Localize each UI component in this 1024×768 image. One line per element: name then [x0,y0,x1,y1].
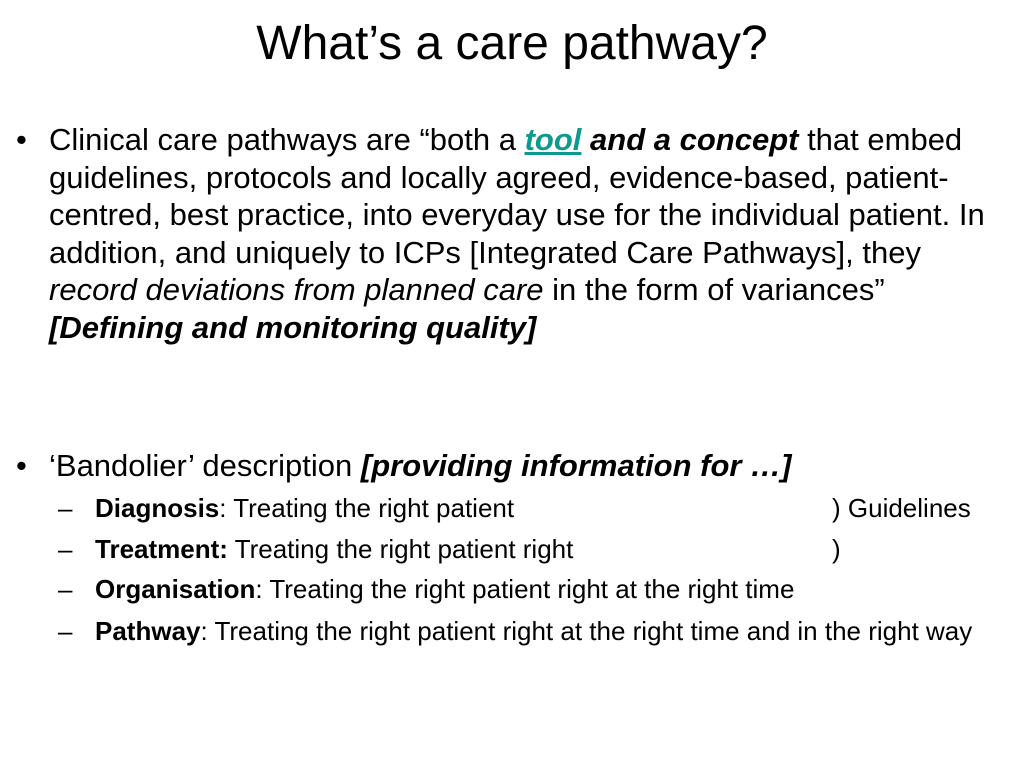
slide-title: What’s a care pathway? [256,17,768,70]
bullet-marker: • [16,448,27,483]
sub-item-text [95,493,1018,523]
sub-item-label: Diagnosis [95,493,220,523]
sub-marker: – [58,574,73,604]
sub-item-text [95,574,1018,604]
sub-item-organisation [58,574,1018,604]
text-segment: in the form of variances” [543,272,885,307]
sub-item-label: Organisation [95,574,256,604]
guidelines-bracket: ) [832,534,841,564]
emphasis-deviations: record deviations from planned care [49,272,544,307]
guidelines-bracket: ) Guidelines [832,493,971,523]
text-segment [581,122,590,157]
sub-marker: – [58,616,73,646]
sub-item-description: : Treating the right patient right at the right time [255,574,795,604]
bullet-text [49,121,1016,346]
bullet-text [49,447,1016,485]
sub-item-pathway [58,616,1018,646]
sub-item-description: : Treating the right patient [219,493,515,523]
tool-link[interactable]: tool [524,122,582,157]
citation-providing-information: [providing information for …] [360,448,792,483]
sub-item-text [95,534,1018,564]
text-segment: that embed guidelines, protocols and locally agreed, evidence-based, patient-centred, best practice, into everyday use for the individual patient. In addition, and uniquely to ICPs [Integrated Care Pathways], they [49,122,985,270]
sub-item-description: : Treating the right patient right at the right time and in the right way [200,616,973,646]
emphasis-concept: and a concept [590,122,799,157]
text-segment: Clinical care pathways are “both a [49,122,525,157]
bullet-bandolier [16,447,1016,485]
text-segment: ‘Bandolier’ description [49,448,361,483]
sub-marker: – [58,534,73,564]
sub-marker: – [58,493,73,523]
sub-item-description: Treating the right patient right [227,534,574,564]
sub-item-text [95,616,1018,646]
sub-item-label: Treatment: [95,534,228,564]
sub-item-label: Pathway [95,616,201,646]
bullet-clinical-care-pathways [16,121,1016,346]
bullet-marker: • [16,122,27,157]
sub-item-treatment [58,534,1018,564]
sub-item-diagnosis [58,493,1018,523]
citation-defining-quality: [Defining and monitoring quality] [49,309,537,345]
